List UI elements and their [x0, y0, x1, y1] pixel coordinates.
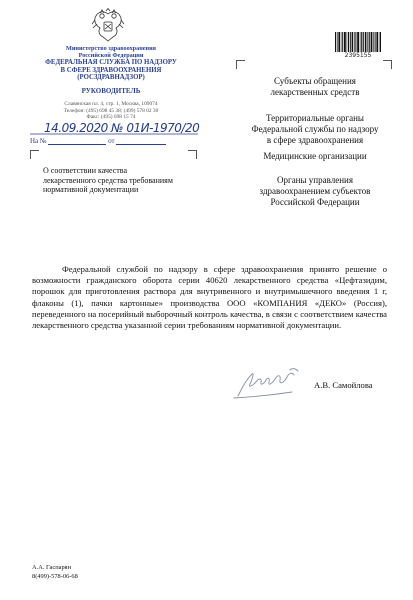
recipient-1: Субъекты обращения лекарственных средств — [270, 76, 360, 97]
handwritten-signature — [232, 366, 308, 400]
subject-corner-right — [188, 150, 197, 159]
recipient-corner-right — [383, 60, 392, 69]
recipient-2: Территориальные органы Федеральной службы по надзору в сфере здравоохранения — [251, 113, 379, 145]
ref-no-label: На № — [30, 137, 47, 145]
service-address: Славянская пл. 4, стр. 1, Москва, 109074 Телефон: (495) 698 45 38; (499) 578 02 30 Факс: (495) 698 15 74 — [63, 101, 159, 121]
subject-corner-left — [30, 150, 39, 159]
barcode-number: 2395155 — [344, 52, 372, 59]
letter-body — [32, 264, 387, 331]
reference-line — [30, 136, 166, 145]
recipient-4: Органы управления здравоохранением субъектов Российской Федерации — [259, 175, 371, 207]
recipient-3: Медицинские организации — [263, 151, 367, 161]
ref-no-field — [48, 136, 106, 145]
ref-from-label: от — [108, 137, 115, 145]
barcode-icon — [335, 32, 381, 52]
executor-block — [32, 563, 78, 581]
service-name: ФЕДЕРАЛЬНАЯ СЛУЖБА ПО НАДЗОРУ В СФЕРЕ ЗДРАВООХРАНЕНИЯ (РОСЗДРАВНАДЗОР) — [45, 59, 177, 82]
ministry-name: Министерство здравоохранения Российской Федерации — [65, 45, 157, 60]
recipient-corner-left — [236, 60, 245, 69]
signer-name: А.В. Самойлова — [314, 380, 373, 390]
coat-of-arms-icon — [91, 8, 125, 44]
body-paragraph: Федеральной службой по надзору в сфере здравоохранения принято решение о возможности гражданского оборота серии 40620 лекарственного средства «Цефтазидим, порошок для приготовления раствора для внутривенного и внутримышечного введения 1 г, флаконы (1), пачки картонные» производства ООО «КОМПАНИЯ «ДЕКО» (Россия), переведенного на посерийный выборочный контроль качества, в связи с соответствием качества лекарственного средства указанной серии требованиям нормативной документации. — [32, 264, 387, 331]
executor-name: А.А. Гаспарян — [32, 564, 72, 571]
handwritten-date-number: 14.09.2020 № 01И-1970/20 — [44, 121, 200, 135]
executor-phone: 8(499)-578-06-68 — [32, 573, 78, 580]
ref-from-field — [116, 136, 166, 145]
head-title: РУКОВОДИТЕЛЬ — [81, 87, 141, 95]
letter-subject: О соответствии качества лекарственного средства требованиям нормативной документации — [43, 166, 173, 195]
